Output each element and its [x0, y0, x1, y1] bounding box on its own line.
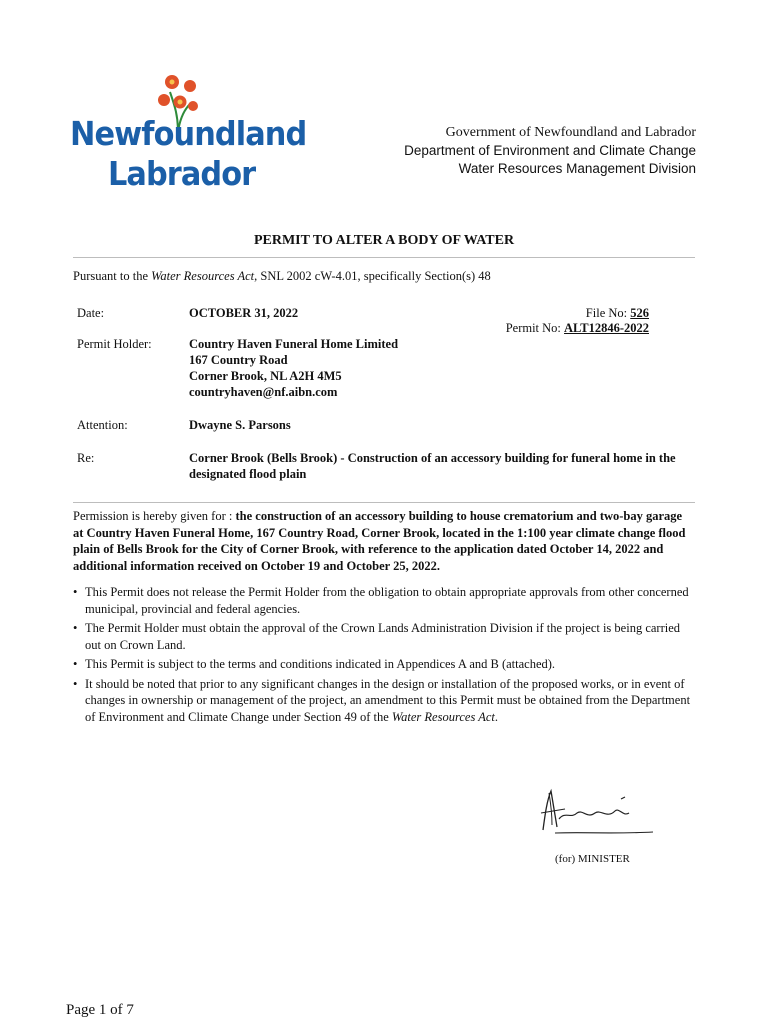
issuer-header: [404, 124, 696, 178]
date-label: Date:: [77, 306, 105, 320]
permission-paragraph: Permission is hereby given for : the construction of an accessory building to house crematorium and two-bay garage at Country Haven Funeral Home, 167 Country Road, Corner Brook, located in the 1:100 year climate change flood plain of Bells Brook for the City of Corner Brook, with reference to the application dated October 14, 2022 and additional information received on October 19 and October 25, 2022.: [73, 509, 686, 573]
list-item: • This Permit is subject to the terms and conditions indicated in Appendices A and B (attached).: [73, 657, 556, 671]
document-title: PERMIT TO ALTER A BODY OF WATER: [253, 233, 515, 248]
government-name: Government of Newfoundland and Labrador: [445, 125, 696, 140]
government-logo: [70, 74, 307, 194]
division-name: Water Resources Management Division: [458, 161, 696, 176]
pursuant-line: Pursuant to the Water Resources Act, SNL 2002 cW-4.01, specifically Section(s) 48: [73, 269, 491, 283]
signature-icon: [525, 785, 655, 840]
title-divider: [73, 257, 695, 258]
signature-caption: (for) MINISTER: [555, 853, 630, 865]
bullet-icon: •: [73, 676, 78, 691]
permit-number: Permit No: ALT12846-2022: [505, 321, 649, 335]
holder-name: Country Haven Funeral Home Limited: [189, 337, 399, 351]
logo-text-newfoundland: Newfoundland: [70, 114, 307, 153]
re-value: Corner Brook (Bells Brook) - Construction of an accessory building for funeral home in the designated flood plain: [189, 451, 676, 481]
attention-value: Dwayne S. Parsons: [189, 418, 291, 432]
bullet-icon: •: [73, 585, 78, 599]
holder-city: Corner Brook, NL A2H 4M5: [189, 369, 342, 383]
re-label: Re:: [77, 451, 95, 465]
list-item: • It should be noted that prior to any significant changes in the design or installation of the proposed works, or in event of changes in ownership or management of the project, an amendment to this Permit must be obtained from the Department of Environment and Climate Change under Section 49 of the Water Resources Act.: [73, 676, 691, 724]
permit-holder-label: Permit Holder:: [77, 337, 152, 351]
list-item: • This Permit does not release the Permit Holder from the obligation to obtain appropriate approvals from other concerned municipal, provincial and federal agencies.: [73, 585, 689, 616]
bullet-icon: •: [73, 657, 78, 671]
section-divider: [73, 502, 695, 503]
act-name: Water Resources Act: [151, 269, 255, 283]
page-number: Page 1 of 7: [66, 1002, 134, 1018]
permit-number-value: ALT12846-2022: [564, 321, 649, 335]
holder-email: countryhaven@nf.aibn.com: [189, 385, 338, 399]
bullet-icon: •: [73, 621, 78, 635]
holder-street: 167 Country Road: [189, 353, 288, 367]
date-value: OCTOBER 31, 2022: [189, 306, 299, 320]
permit-holder-address: [189, 336, 699, 400]
logo-text-labrador: Labrador: [108, 154, 256, 193]
list-item: • The Permit Holder must obtain the approval of the Crown Lands Administration Division if the project is being carried out on Crown Land.: [73, 621, 681, 652]
conditions-list: [73, 584, 695, 728]
file-number-value: 526: [630, 306, 649, 320]
department-name: Department of Environment and Climate Change: [404, 143, 696, 158]
permission-scope: the construction of an accessory building to house crematorium and two-bay garage at Country Haven Funeral Home, 167 Country Road, Corner Brook, located in the 1:100 year climate change flood plain of Bells Brook for the City of Corner Brook, with reference to the application dated October 14, 2022 and additional information received on October 19 and October 25, 2022.: [73, 509, 686, 573]
file-number: File No: 526: [585, 306, 649, 320]
attention-label: Attention:: [77, 418, 128, 432]
